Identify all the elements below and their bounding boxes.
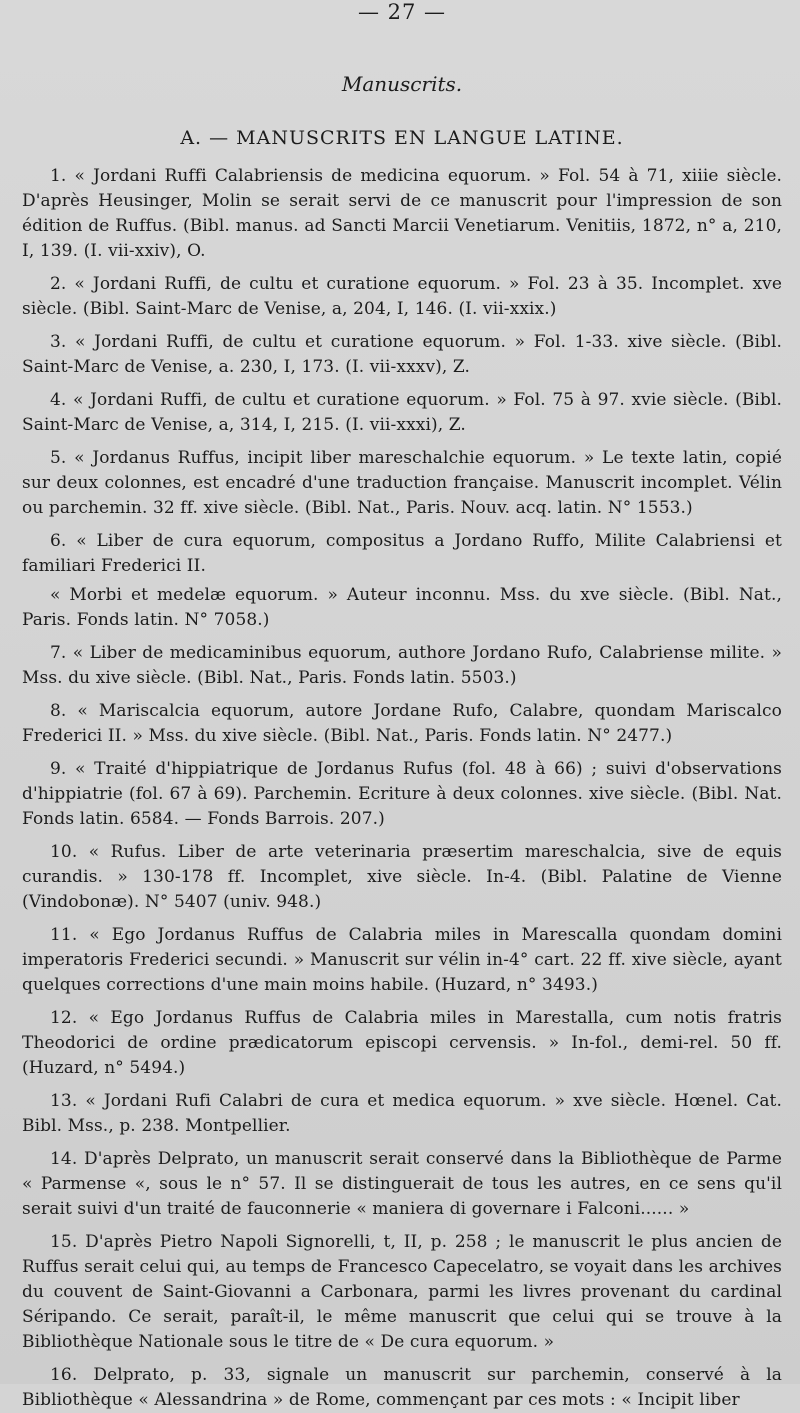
- manuscript-entry-12: 12. « Ego Jordanus Ruffus de Calabria miles in Marestalla, cum notis fratris Theodorici de ordine prædicatorum episcopi cervensis. » In-fol., demi-rel. 50 ff. (Huzard, n° 5494.): [22, 1008, 782, 1078]
- section-title: Manuscrits.: [341, 72, 463, 96]
- manuscript-entry-9: 9. « Traité d'hippiatrique de Jordanus Rufus (fol. 48 à 66) ; suivi d'observations d'hippiatrie (fol. 67 à 69). Parchemin. Ecriture à deux colonnes. xive siècle. (Bibl. Nat. Fonds latin. 6584. — Fonds Barrois. 207.): [22, 759, 782, 829]
- section-heading: A. — MANUSCRITS EN LANGUE LATINE.: [180, 127, 624, 149]
- manuscript-entry-11: 11. « Ego Jordanus Ruffus de Calabria miles in Marescalla quondam domini imperatoris Frederici secundi. » Manuscrit sur vélin in-4° cart. 22 ff. xive siècle, ayant quelques corrections d'une main moins habile. (Huzard, n° 3493.): [22, 925, 782, 995]
- manuscript-entry-8: 8. « Mariscalcia equorum, autore Jordane Rufo, Calabre, quondam Mariscalco Frederici II. » Mss. du xive siècle. (Bibl. Nat., Paris. Fonds latin. N° 2477.): [22, 701, 782, 746]
- manuscript-list: [22, 164, 782, 1413]
- manuscript-entry-13: 13. « Jordani Rufi Calabri de cura et medica equorum. » xve siècle. Hœnel. Cat. Bibl. Mss., p. 238. Montpellier.: [22, 1091, 782, 1136]
- manuscript-entry-7: 7. « Liber de medicaminibus equorum, authore Jordano Rufo, Calabriense milite. » Mss. du xive siècle. (Bibl. Nat., Paris. Fonds latin. 5503.): [22, 643, 782, 688]
- manuscript-entry-5: 5. « Jordanus Ruffus, incipit liber mareschalchie equorum. » Le texte latin, copié sur deux colonnes, est encadré d'une traduction française. Manuscrit incomplet. Vélin ou parchemin. 32 ff. xive siècle. (Bibl. Nat., Paris. Nouv. acq. latin. N° 1553.): [22, 448, 782, 518]
- manuscript-entry-4: 4. « Jordani Ruffi, de cultu et curatione equorum. » Fol. 75 à 97. xvie siècle. (Bibl. Saint-Marc de Venise, a, 314, I, 215. (I. vii-xxxi), Z.: [22, 390, 782, 435]
- manuscript-entry-2: 2. « Jordani Ruffi, de cultu et curatione equorum. » Fol. 23 à 35. Incomplet. xve siècle. (Bibl. Saint-Marc de Venise, a, 204, I, 146. (I. vii-xxix.): [22, 274, 782, 319]
- manuscript-entry-16: 16. Delprato, p. 33, signale un manuscrit sur parchemin, conservé à la Bibliothèque « Alessandrina » de Rome, commençant par ces mots : « Incipit liber: [22, 1365, 782, 1410]
- manuscript-entry-6: 6. « Liber de cura equorum, compositus a Jordano Ruffo, Milite Calabriensi et familiari Frederici II.: [22, 531, 782, 576]
- manuscript-entry-10: 10. « Rufus. Liber de arte veterinaria præsertim mareschalcia, sive de equis curandis. » 130-178 ff. Incomplet, xive siècle. In-4. (Bibl. Palatine de Vienne (Vindobonæ). N° 5407 (univ. 948.): [22, 842, 782, 912]
- manuscript-entry-14: 14. D'après Delprato, un manuscrit serait conservé dans la Bibliothèque de Parme « Parmense «, sous le n° 57. Il se distinguerait de tous les autres, en ce sens qu'il serait suivi d'un traité de fauconnerie « maniera di governare i Falconi...... »: [22, 1149, 782, 1219]
- manuscript-entry-1: 1. « Jordani Ruffi Calabriensis de medicina equorum. » Fol. 54 à 71, xiiie siècle. D'après Heusinger, Molin se serait servi de ce manuscrit pour l'impression de son édition de Ruffus. (Bibl. manus. ad Sancti Marcii Venetiarum. Venitiis, 1872, n° a, 210, I, 139. (I. vii-xxiv), O.: [22, 166, 782, 261]
- manuscript-entry-15: 15. D'après Pietro Napoli Signorelli, t, II, p. 258 ; le manuscrit le plus ancien de Ruffus serait celui qui, au temps de Francesco Capecelatro, se voyait dans les archives du couvent de Saint-Giovanni a Carbonara, parmi les livres provenant du cardinal Séripando. Ce serait, paraît-il, le même manuscrit que celui qui se trouve à la Bibliothèque Nationale sous le titre de « De cura equorum. »: [22, 1232, 782, 1352]
- page-number: — 27 —: [357, 0, 447, 24]
- manuscript-entry-3: 3. « Jordani Ruffi, de cultu et curatione equorum. » Fol. 1-33. xive siècle. (Bibl. Saint-Marc de Venise, a. 230, I, 173. (I. vii-xxxv), Z.: [22, 332, 782, 377]
- manuscript-entry-6-continuation: « Morbi et medelæ equorum. » Auteur inconnu. Mss. du xve siècle. (Bibl. Nat., Paris. Fonds latin. N° 7058.): [22, 585, 782, 630]
